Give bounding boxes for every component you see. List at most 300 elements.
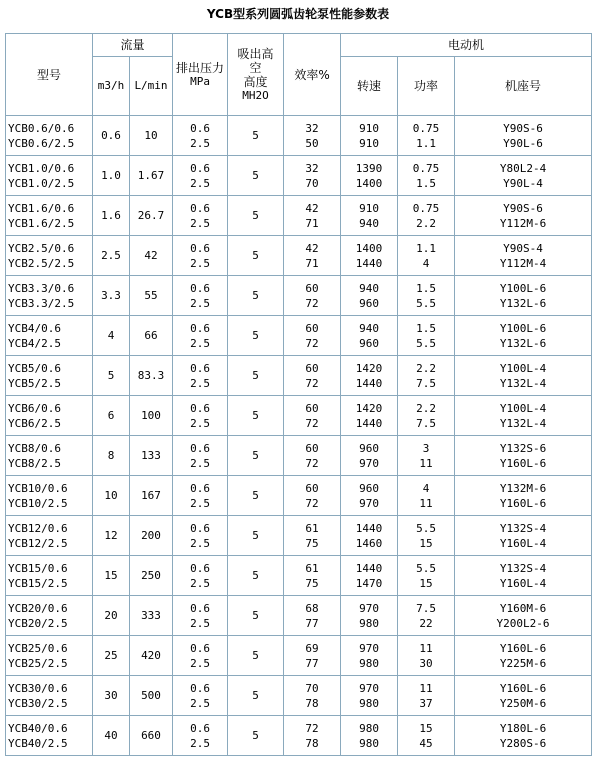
frame-cell-value-1: Y132S-4 [499,521,547,535]
frame-cell [455,516,592,556]
frame-cell-value-2: Y250M-6 [499,696,547,710]
power-cell-value-2: 22 [419,616,433,630]
efficiency-cell [284,716,341,756]
model-cell-value-2: YCB2.5/2.5 [8,256,75,270]
frame-cell-value-1: Y132M-6 [499,481,547,495]
speed-cell-value-1: 980 [359,721,379,735]
speed-cell-value-2: 960 [359,296,379,310]
power-cell [398,716,455,756]
suction-cell-value: 5 [252,529,259,542]
efficiency-cell-value-2: 70 [305,176,319,190]
suction-cell-value: 5 [252,409,259,422]
flow-lmin-cell [130,116,173,156]
flow-lmin-cell-value: 55 [144,289,158,302]
power-cell-value-2: 15 [419,536,433,550]
model-cell [6,556,93,596]
model-cell-value-2: YCB12/2.5 [8,536,68,550]
speed-cell [341,676,398,716]
power-cell [398,676,455,716]
pressure-cell [173,316,228,356]
power-cell [398,596,455,636]
frame-cell-value-2: Y90L-6 [503,136,543,150]
pressure-cell-value-1: 0.6 [190,521,210,535]
flow-m3h-cell [93,636,130,676]
frame-cell-value-2: Y160L-6 [499,456,547,470]
model-cell [6,356,93,396]
suction-cell [228,596,284,636]
flow-m3h-cell [93,596,130,636]
flow-m3h-cell [93,716,130,756]
table-row [6,236,592,276]
efficiency-cell-value-1: 42 [305,201,319,215]
power-cell [398,316,455,356]
header-model: 型号 [6,34,93,116]
model-cell-value-2: YCB6/2.5 [8,416,61,430]
efficiency-cell-value-1: 60 [305,321,319,335]
pressure-cell-value-2: 2.5 [190,216,210,230]
flow-m3h-cell-value: 6 [107,409,115,422]
model-cell-value-2: YCB4/2.5 [8,336,61,350]
flow-lmin-cell [130,556,173,596]
model-cell-value-1: YCB1.0/0.6 [8,161,75,175]
model-cell-value-1: YCB40/0.6 [8,721,68,735]
flow-lmin-cell-value: 26.7 [137,209,165,222]
flow-lmin-cell [130,276,173,316]
speed-cell-value-2: 980 [359,656,379,670]
efficiency-cell-value-1: 32 [305,161,319,175]
speed-cell-value-2: 910 [359,136,379,150]
header-suction-line2: 空 [249,60,262,75]
flow-m3h-cell-value: 10 [104,489,118,502]
pressure-cell-value-1: 0.6 [190,201,210,215]
frame-cell-value-2: Y132L-6 [499,336,547,350]
power-cell [398,156,455,196]
speed-cell-value-1: 940 [359,281,379,295]
power-cell [398,556,455,596]
frame-cell-value-1: Y90S-6 [503,201,543,215]
frame-cell [455,316,592,356]
model-cell-value-1: YCB10/0.6 [8,481,68,495]
efficiency-cell [284,476,341,516]
flow-lmin-cell [130,356,173,396]
flow-m3h-cell [93,116,130,156]
efficiency-cell-value-2: 72 [305,336,319,350]
suction-cell [228,116,284,156]
speed-cell-value-2: 1460 [355,536,383,550]
flow-m3h-cell [93,276,130,316]
table-row [6,636,592,676]
efficiency-cell-value-2: 72 [305,296,319,310]
speed-cell-value-1: 1420 [355,401,383,415]
flow-m3h-cell-value: 3.3 [101,289,121,302]
speed-cell-value-1: 970 [359,681,379,695]
power-cell-value-1: 11 [419,681,433,695]
model-cell-value-1: YCB15/0.6 [8,561,68,575]
table-row [6,516,592,556]
flow-lmin-cell [130,196,173,236]
frame-cell-value-2: Y160L-4 [499,576,547,590]
model-cell [6,596,93,636]
model-cell [6,516,93,556]
pressure-cell-value-2: 2.5 [190,456,210,470]
suction-cell [228,476,284,516]
suction-cell-value: 5 [252,609,259,622]
pressure-cell-value-1: 0.6 [190,721,210,735]
efficiency-cell [284,516,341,556]
flow-lmin-cell [130,596,173,636]
model-cell-value-2: YCB25/2.5 [8,656,68,670]
header-speed: 转速 [341,57,398,116]
speed-cell-value-2: 970 [359,456,379,470]
speed-cell [341,156,398,196]
suction-cell-value: 5 [252,289,259,302]
model-cell-value-2: YCB40/2.5 [8,736,68,750]
flow-m3h-cell-value: 4 [107,329,115,342]
power-cell-value-1: 7.5 [416,601,436,615]
frame-cell-value-2: Y112M-4 [499,256,547,270]
power-cell-value-1: 0.75 [412,201,440,215]
power-cell-value-2: 7.5 [416,416,436,430]
speed-cell [341,716,398,756]
flow-m3h-cell [93,516,130,556]
flow-m3h-cell [93,236,130,276]
flow-lmin-cell [130,676,173,716]
frame-cell-value-1: Y160L-6 [499,641,547,655]
model-cell-value-1: YCB2.5/0.6 [8,241,75,255]
header-suction-unit: MH2O [242,88,269,102]
speed-cell-value-1: 960 [359,441,379,455]
flow-lmin-cell-value: 167 [141,489,161,502]
pressure-cell [173,476,228,516]
suction-cell-value: 5 [252,249,259,262]
frame-cell [455,476,592,516]
pressure-cell [173,636,228,676]
efficiency-cell-value-2: 50 [305,136,319,150]
table-row [6,716,592,756]
speed-cell-value-2: 1440 [355,256,383,270]
model-cell-value-1: YCB0.6/0.6 [8,121,75,135]
efficiency-cell-value-2: 75 [305,576,319,590]
efficiency-cell-value-2: 72 [305,416,319,430]
flow-m3h-cell [93,196,130,236]
power-cell-value-1: 2.2 [416,361,436,375]
pressure-cell-value-1: 0.6 [190,241,210,255]
pressure-cell [173,396,228,436]
power-cell-value-1: 1.1 [416,241,436,255]
flow-m3h-cell-value: 12 [104,529,118,542]
power-cell-value-1: 3 [422,441,430,455]
speed-cell-value-2: 960 [359,336,379,350]
speed-cell [341,396,398,436]
model-cell [6,716,93,756]
suction-cell-value: 5 [252,449,259,462]
model-cell-value-2: YCB8/2.5 [8,456,61,470]
power-cell [398,516,455,556]
power-cell [398,396,455,436]
efficiency-cell-value-1: 42 [305,241,319,255]
model-cell-value-2: YCB30/2.5 [8,696,68,710]
efficiency-cell [284,316,341,356]
model-cell [6,676,93,716]
speed-cell-value-2: 980 [359,616,379,630]
flow-lmin-cell-value: 133 [141,449,161,462]
speed-cell-value-1: 940 [359,321,379,335]
flow-m3h-cell-value: 30 [104,689,118,702]
pressure-cell [173,516,228,556]
frame-cell [455,716,592,756]
suction-cell [228,636,284,676]
power-cell-value-1: 0.75 [412,161,440,175]
header-pressure-label: 排出压力 [176,60,225,75]
pressure-cell-value-1: 0.6 [190,321,210,335]
speed-cell-value-2: 980 [359,736,379,750]
flow-m3h-cell [93,556,130,596]
flow-lmin-cell [130,316,173,356]
model-cell-value-2: YCB0.6/2.5 [8,136,75,150]
flow-m3h-cell-value: 2.5 [101,249,121,262]
flow-m3h-cell-value: 1.6 [101,209,121,222]
pressure-cell-value-1: 0.6 [190,681,210,695]
efficiency-cell-value-1: 61 [305,521,319,535]
suction-cell-value: 5 [252,689,259,702]
flow-lmin-cell-value: 66 [144,329,158,342]
efficiency-cell-value-1: 60 [305,361,319,375]
flow-lmin-cell-value: 100 [141,409,161,422]
power-cell-value-1: 1.5 [416,281,436,295]
power-cell-value-2: 1.1 [416,136,436,150]
power-cell [398,476,455,516]
frame-cell [455,596,592,636]
frame-cell-value-1: Y132S-6 [499,441,547,455]
suction-cell [228,316,284,356]
frame-cell-value-2: Y132L-4 [499,376,547,390]
table-row [6,356,592,396]
header-suction-line1: 吸出高 [237,46,274,61]
speed-cell-value-1: 970 [359,601,379,615]
table-row [6,316,592,356]
power-cell-value-2: 15 [419,576,433,590]
model-cell [6,636,93,676]
frame-cell [455,396,592,436]
suction-cell-value: 5 [252,129,259,142]
speed-cell [341,596,398,636]
pressure-cell [173,676,228,716]
speed-cell-value-1: 910 [359,201,379,215]
model-cell-value-2: YCB10/2.5 [8,496,68,510]
speed-cell [341,316,398,356]
pressure-cell-value-2: 2.5 [190,256,210,270]
table-row [6,196,592,236]
efficiency-cell-value-2: 75 [305,536,319,550]
pressure-cell [173,556,228,596]
power-cell-value-2: 1.5 [416,176,436,190]
pressure-cell-value-1: 0.6 [190,481,210,495]
pressure-cell-value-1: 0.6 [190,281,210,295]
model-cell-value-2: YCB3.3/2.5 [8,296,75,310]
frame-cell-value-1: Y80L2-4 [499,161,547,175]
frame-cell-value-2: Y225M-6 [499,656,547,670]
flow-lmin-cell [130,636,173,676]
flow-m3h-cell [93,676,130,716]
suction-cell [228,436,284,476]
power-cell-value-2: 11 [419,456,433,470]
flow-lmin-cell [130,476,173,516]
frame-cell-value-1: Y100L-4 [499,401,547,415]
suction-cell [228,396,284,436]
power-cell-value-1: 11 [419,641,433,655]
pressure-cell [173,596,228,636]
power-cell-value-2: 37 [419,696,433,710]
efficiency-cell-value-2: 71 [305,216,319,230]
frame-cell-value-1: Y160M-6 [499,601,547,615]
efficiency-cell [284,436,341,476]
frame-cell [455,436,592,476]
frame-cell-value-1: Y100L-6 [499,281,547,295]
model-cell-value-2: YCB1.6/2.5 [8,216,75,230]
efficiency-cell-value-2: 72 [305,496,319,510]
power-cell-value-1: 5.5 [416,561,436,575]
flow-m3h-cell [93,476,130,516]
model-cell-value-1: YCB20/0.6 [8,601,68,615]
power-cell-value-2: 5.5 [416,336,436,350]
flow-lmin-cell [130,436,173,476]
flow-m3h-cell [93,356,130,396]
pressure-cell [173,356,228,396]
efficiency-cell [284,636,341,676]
speed-cell [341,476,398,516]
pressure-cell [173,196,228,236]
flow-lmin-cell-value: 10 [144,129,158,142]
flow-m3h-cell [93,156,130,196]
table-row [6,556,592,596]
model-cell-value-1: YCB1.6/0.6 [8,201,75,215]
flow-lmin-cell-value: 500 [141,689,161,702]
efficiency-cell-value-2: 71 [305,256,319,270]
speed-cell [341,436,398,476]
efficiency-cell-value-2: 77 [305,656,319,670]
pressure-cell-value-1: 0.6 [190,121,210,135]
frame-cell [455,636,592,676]
frame-cell-value-1: Y100L-6 [499,321,547,335]
pressure-cell [173,236,228,276]
frame-cell-value-2: Y132L-4 [499,416,547,430]
model-cell-value-1: YCB5/0.6 [8,361,61,375]
efficiency-cell-value-2: 77 [305,616,319,630]
model-cell-value-1: YCB12/0.6 [8,521,68,535]
power-cell [398,116,455,156]
flow-lmin-cell [130,396,173,436]
pressure-cell [173,436,228,476]
speed-cell-value-1: 1440 [355,521,383,535]
model-cell [6,116,93,156]
efficiency-cell-value-1: 60 [305,281,319,295]
pressure-cell-value-2: 2.5 [190,136,210,150]
power-cell [398,236,455,276]
power-cell [398,356,455,396]
speed-cell [341,116,398,156]
speed-cell-value-1: 1400 [355,241,383,255]
suction-cell [228,156,284,196]
efficiency-cell [284,116,341,156]
model-cell-value-2: YCB20/2.5 [8,616,68,630]
flow-m3h-cell-value: 5 [107,369,115,382]
model-cell-value-1: YCB8/0.6 [8,441,61,455]
speed-cell-value-1: 1390 [355,161,383,175]
power-cell-value-2: 30 [419,656,433,670]
efficiency-cell [284,276,341,316]
efficiency-cell-value-1: 60 [305,481,319,495]
suction-cell-value: 5 [252,569,259,582]
header-flow-m3h: m3/h [93,57,130,116]
pressure-cell [173,116,228,156]
frame-cell [455,196,592,236]
suction-cell-value: 5 [252,489,259,502]
frame-cell [455,676,592,716]
efficiency-cell-value-1: 69 [305,641,319,655]
table-row [6,276,592,316]
flow-lmin-cell-value: 200 [141,529,161,542]
efficiency-cell [284,156,341,196]
frame-cell-value-1: Y100L-4 [499,361,547,375]
frame-cell-value-1: Y132S-4 [499,561,547,575]
power-cell-value-1: 1.5 [416,321,436,335]
speed-cell-value-2: 1470 [355,576,383,590]
power-cell [398,196,455,236]
model-cell-value-2: YCB5/2.5 [8,376,61,390]
header-flow-lmin: L/min [130,57,173,116]
suction-cell-value: 5 [252,209,259,222]
suction-cell-value: 5 [252,329,259,342]
suction-cell [228,716,284,756]
frame-cell-value-2: Y200L2-6 [496,616,550,630]
model-cell [6,396,93,436]
model-cell [6,316,93,356]
efficiency-cell-value-2: 72 [305,376,319,390]
efficiency-cell-value-1: 32 [305,121,319,135]
table-row [6,116,592,156]
pressure-cell-value-1: 0.6 [190,401,210,415]
speed-cell [341,556,398,596]
suction-cell-value: 5 [252,649,259,662]
power-cell-value-1: 2.2 [416,401,436,415]
frame-cell [455,156,592,196]
frame-cell [455,236,592,276]
flow-lmin-cell-value: 1.67 [137,169,165,182]
power-cell-value-1: 0.75 [412,121,440,135]
suction-cell [228,516,284,556]
performance-table [5,33,592,756]
header-flow: 流量 [93,34,173,57]
pressure-cell-value-1: 0.6 [190,601,210,615]
frame-cell-value-1: Y160L-6 [499,681,547,695]
pressure-cell-value-2: 2.5 [190,176,210,190]
pressure-cell-value-2: 2.5 [190,576,210,590]
flow-m3h-cell-value: 15 [104,569,118,582]
flow-lmin-cell-value: 83.3 [137,369,165,382]
frame-cell-value-2: Y90L-4 [503,176,543,190]
frame-cell-value-2: Y160L-4 [499,536,547,550]
suction-cell-value: 5 [252,169,259,182]
suction-cell-value: 5 [252,369,259,382]
flow-m3h-cell-value: 20 [104,609,118,622]
flow-lmin-cell [130,716,173,756]
header-pressure-unit: MPa [190,74,210,88]
flow-m3h-cell [93,396,130,436]
pressure-cell-value-1: 0.6 [190,641,210,655]
efficiency-cell-value-1: 72 [305,721,319,735]
efficiency-cell-value-1: 70 [305,681,319,695]
page-title: YCB型系列圆弧齿轮泵性能参数表 [206,7,390,21]
